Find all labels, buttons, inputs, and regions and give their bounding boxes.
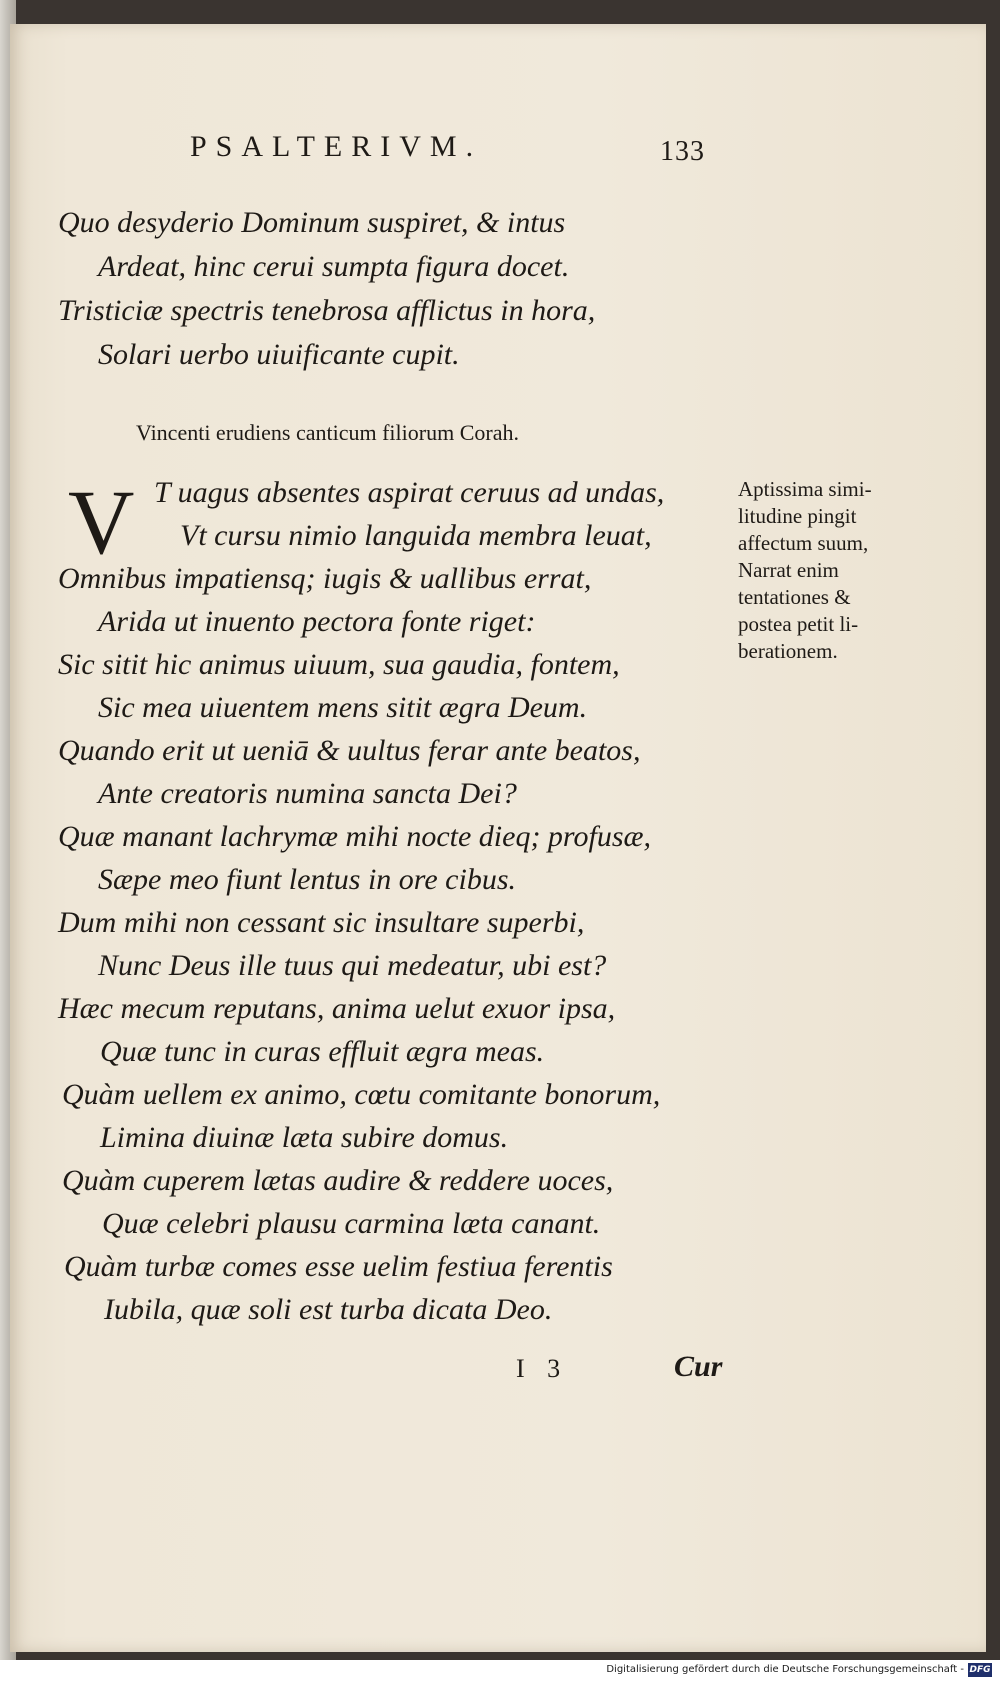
- verse-line: Sic mea uiuentem mens sitit ægra Deum.: [98, 691, 588, 724]
- verse-line: Dum mihi non cessant sic insultare superbi,: [58, 906, 585, 939]
- running-head: PSALTERIVM.: [190, 130, 483, 163]
- verse-line: Solari uerbo uiuificante cupit.: [98, 338, 460, 371]
- drop-capital: V: [68, 471, 135, 573]
- verse-line: Hæc mecum reputans, anima uelut exuor ipsa,: [58, 992, 616, 1025]
- verse-line: Quo desyderio Dominum suspiret, & intus: [58, 206, 566, 239]
- verse-line: Sic sitit hic animus uiuum, sua gaudia, fontem,: [58, 648, 620, 681]
- marginal-note-line: tentationes &: [738, 585, 851, 609]
- verse-line: Omnibus impatiensq; iugis & uallibus errat,: [58, 562, 592, 595]
- psalm-heading: Vincenti erudiens canticum filiorum Corah.: [136, 420, 519, 445]
- verse-line: Tristiciæ spectris tenebrosa afflictus in hora,: [58, 294, 596, 327]
- verse-line: Quando erit ut ueniā & uultus ferar ante beatos,: [58, 734, 641, 767]
- verse-line: Vt cursu nimio languida membra leuat,: [180, 519, 652, 552]
- verse-line: Arida ut inuento pectora fonte riget:: [98, 605, 536, 638]
- marginal-note-line: affectum suum,: [738, 531, 869, 555]
- folio-number: 133: [660, 136, 705, 167]
- marginal-note-line: litudine pingit: [738, 504, 857, 528]
- verse-line: Nunc Deus ille tuus qui medeatur, ubi est?: [98, 949, 607, 982]
- signature-mark: I 3: [516, 1354, 561, 1383]
- verse-line: Sæpe meo fiunt lentus in ore cibus.: [98, 863, 517, 896]
- marginal-note-line: berationem.: [738, 639, 838, 663]
- verse-line: Ante creatoris numina sancta Dei?: [98, 777, 517, 810]
- verse-line: Iubila, quæ soli est turba dicata Deo.: [104, 1293, 553, 1326]
- digitization-credit-bar: [0, 1660, 1000, 1682]
- marginal-note: [738, 476, 928, 665]
- verse-line: Quàm cuperem lætas audire & reddere uoces,: [62, 1164, 614, 1197]
- catchword: Cur: [674, 1350, 723, 1383]
- verse-line: Limina diuinæ læta subire domus.: [100, 1121, 509, 1154]
- verse-line-first: [154, 478, 664, 508]
- verse-line: Quàm uellem ex animo, cœtu comitante bonorum,: [62, 1078, 661, 1111]
- verse-line: Quàm turbæ comes esse uelim festiua ferentis: [64, 1250, 613, 1283]
- dfg-logo-icon: DFG: [969, 1665, 991, 1675]
- marginal-note-line: Aptissima simi-: [738, 477, 872, 501]
- verse-line: Ardeat, hinc cerui sumpta figura docet.: [98, 250, 570, 283]
- marginal-note-line: Narrat enim: [738, 558, 839, 582]
- verse-line: Quæ manant lachrymæ mihi nocte dieq; profusæ,: [58, 820, 652, 853]
- marginal-note-line: postea petit li-: [738, 612, 859, 636]
- verse-first-text: T uagus absentes aspirat ceruus ad undas,: [154, 476, 665, 509]
- verse-line: Quæ tunc in curas effluit ægra meas.: [100, 1035, 545, 1068]
- digitization-credit-text: Digitalisierung gefördert durch die Deutsche Forschungsgemeinschaft -: [606, 1664, 964, 1675]
- verse-line: Quæ celebri plausu carmina læta canant.: [102, 1207, 601, 1240]
- book-page: [10, 24, 986, 1652]
